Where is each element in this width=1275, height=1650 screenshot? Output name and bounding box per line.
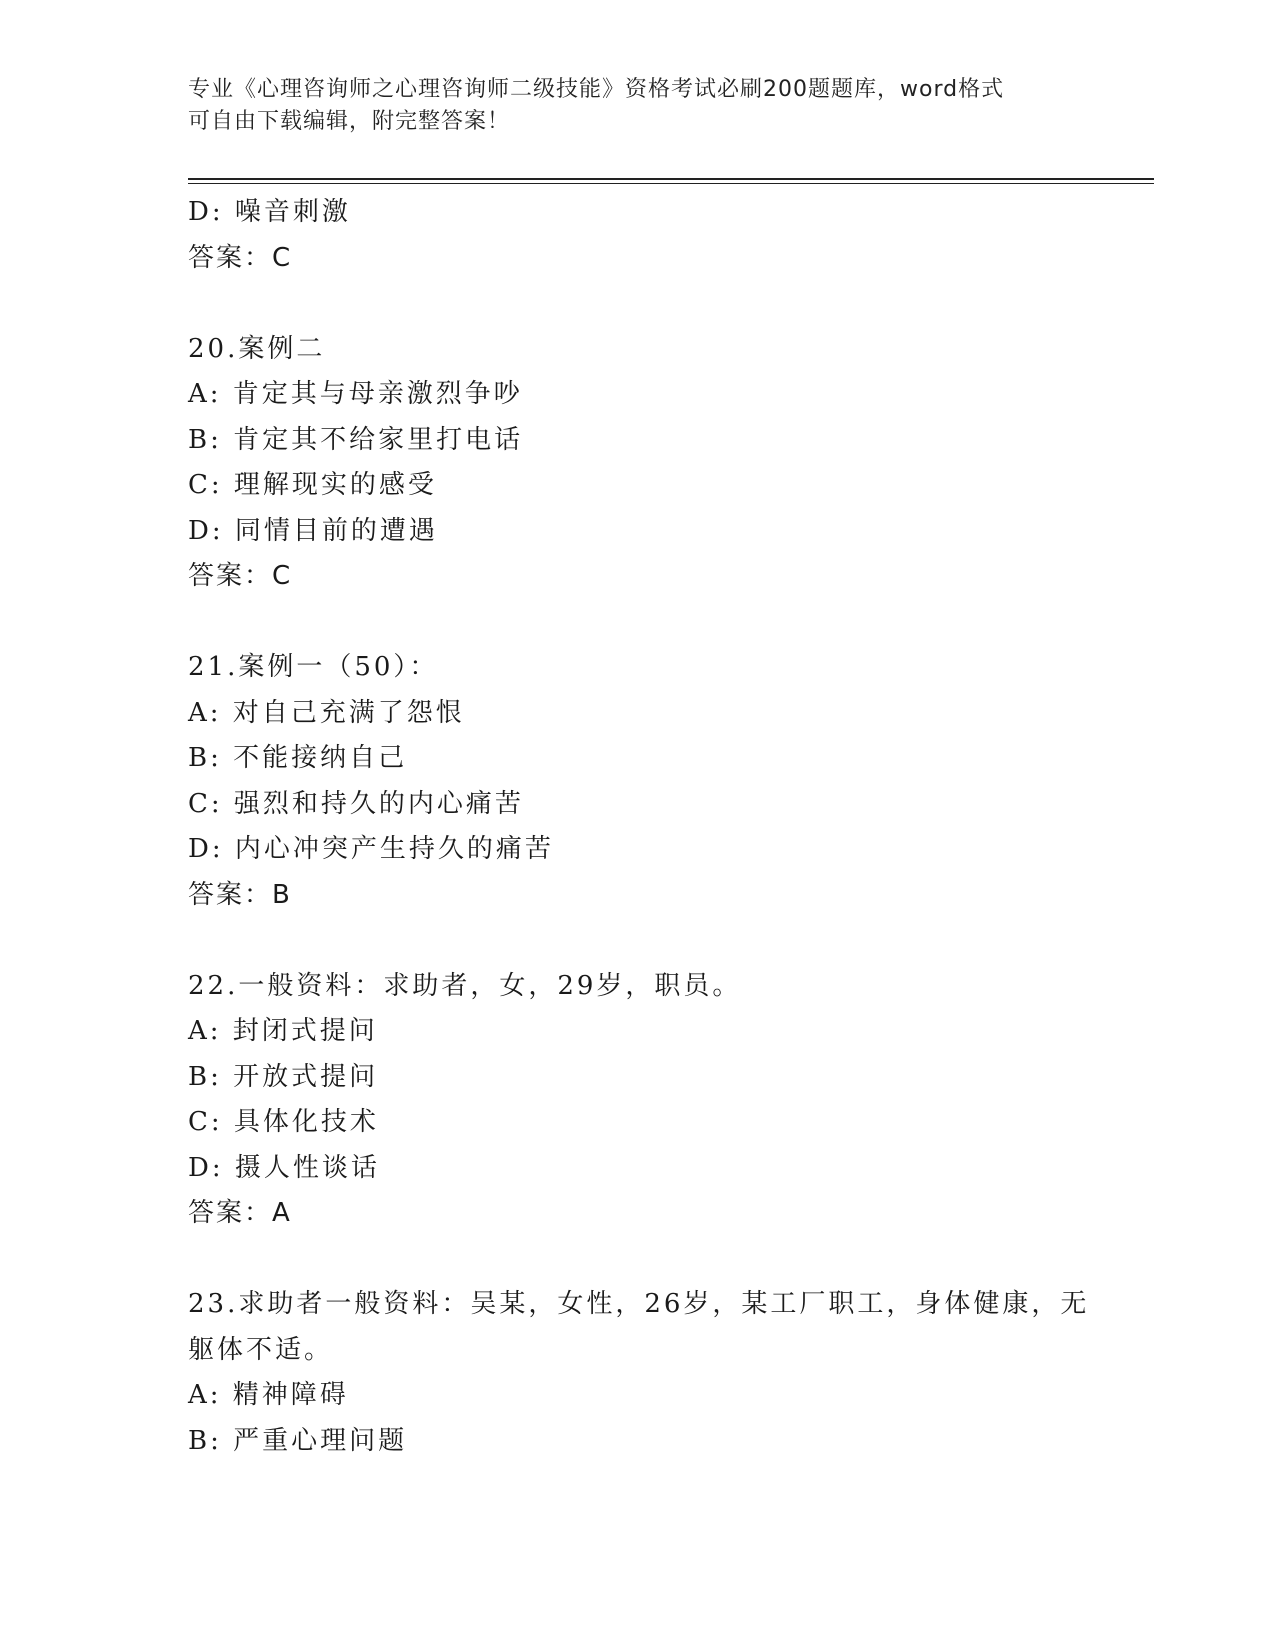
prev-answer: 答案：C <box>188 242 293 273</box>
spacer <box>188 918 1088 964</box>
option-a: A: 精神障碍 <box>188 1380 349 1410</box>
question-22 <box>188 964 1088 1237</box>
prev-option-d: D: 噪音刺激 <box>188 197 351 227</box>
option-c: C: 具体化技术 <box>188 1107 379 1137</box>
option-d: D: 同情目前的遭遇 <box>188 515 438 546</box>
header-rule-thick <box>188 178 1154 180</box>
question-20 <box>188 327 1088 600</box>
option-a: A: 封闭式提问 <box>188 1016 378 1046</box>
question-23 <box>188 1282 1088 1464</box>
question-stem-line-1: 23.求助者一般资料：吴某，女性，26岁，某工厂职工，身体健康，无 <box>188 1289 1090 1319</box>
answer: 答案：B <box>188 879 292 910</box>
question-stem: 20.案例二 <box>188 333 326 364</box>
option-c: C: 强烈和持久的内心痛苦 <box>188 788 524 819</box>
question-stem-line-2: 躯体不适。 <box>188 1334 334 1365</box>
option-b: B: 不能接纳自己 <box>188 743 408 773</box>
question-21 <box>188 645 1088 918</box>
question-stem: 21.案例一（50）： <box>188 652 439 682</box>
option-b: B: 开放式提问 <box>188 1061 379 1092</box>
page-header <box>188 74 1078 138</box>
header-rule-thin <box>188 183 1154 184</box>
answer: 答案：C <box>188 561 293 591</box>
option-d: D: 摄人性谈话 <box>188 1152 380 1183</box>
option-a: A: 对自己充满了怨恨 <box>188 697 465 728</box>
spacer <box>188 281 1088 327</box>
spacer <box>188 600 1088 646</box>
header-line-1: 专业《心理咨询师之心理咨询师二级技能》资格考试必刷200题题库，word格式 <box>188 77 1005 102</box>
option-d: D: 内心冲突产生持久的痛苦 <box>188 834 554 864</box>
option-b: B: 肯定其不给家里打电话 <box>188 424 524 455</box>
spacer <box>188 1237 1088 1283</box>
header-line-2: 可自由下载编辑，附完整答案！ <box>188 109 511 134</box>
option-c: C: 理解现实的感受 <box>188 470 437 500</box>
question-stem: 22.一般资料：求助者，女，29岁，职员。 <box>188 970 742 1001</box>
question-list <box>188 190 1088 1464</box>
option-a: A: 肯定其与母亲激烈争吵 <box>188 379 523 409</box>
option-b: B: 严重心理问题 <box>188 1425 408 1456</box>
answer: 答案：A <box>188 1198 292 1228</box>
